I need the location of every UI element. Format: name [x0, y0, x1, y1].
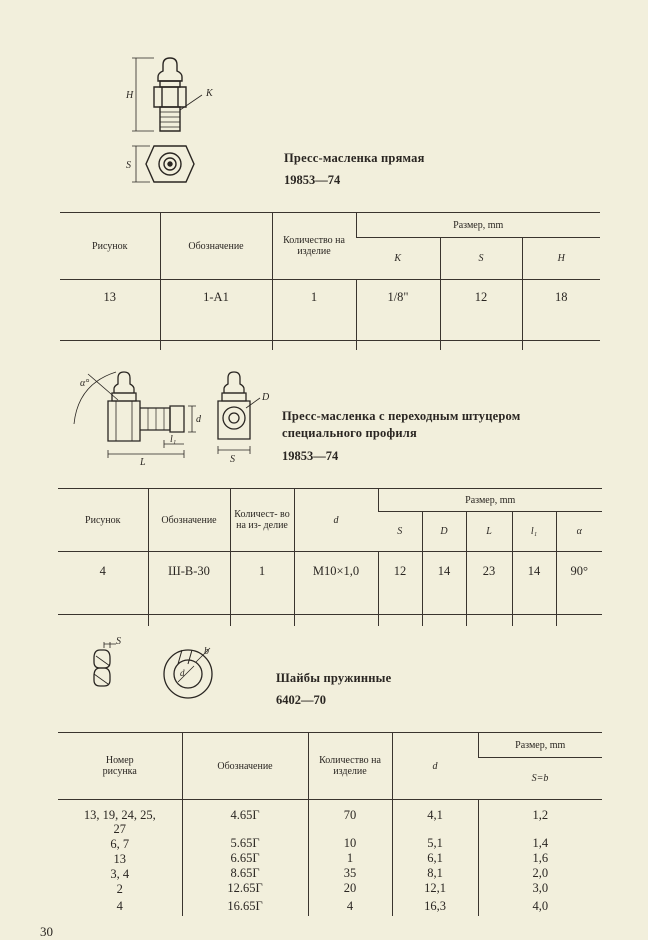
s1-cell-H: 18 [522, 280, 600, 351]
dim-label-L: L [140, 457, 146, 467]
s3-header-size: Размер, mm [478, 733, 602, 758]
s3-spacer-cell [58, 800, 182, 809]
s3-cell-figure: 2 [116, 881, 123, 896]
s2-cell-designation: Ш-В-30 [148, 552, 230, 627]
s3-spacer-cell [308, 800, 392, 809]
s3-cell-quantity: 1 [308, 851, 392, 866]
s3-cell-designation: 16.65Г [182, 896, 308, 916]
s3-cell-designation: 5.65Г [182, 836, 308, 851]
s3-spacer-cell [182, 800, 308, 809]
s3-cell-designation: 6.65Г [182, 851, 308, 866]
dim-label-S: S [126, 160, 131, 171]
dim-label-K: K [206, 88, 213, 99]
section1-title: Пресс-масленка прямая [284, 151, 425, 165]
s1-cell-S: 12 [440, 280, 522, 351]
s2-cell-D: 14 [422, 552, 466, 627]
s1-cell-K: 1/8" [356, 280, 440, 351]
s3-cell-quantity: 70 [308, 808, 392, 836]
section2-standard: 19853—74 [282, 449, 339, 463]
s2-header-alpha: α [556, 512, 602, 552]
s3-cell-sb: 1,4 [478, 836, 602, 851]
dim-label-d: d [196, 414, 201, 425]
section3-standard: 6402—70 [276, 693, 326, 707]
s2-cell-d: M10×1,0 [294, 552, 378, 627]
s3-cell-quantity: 10 [308, 836, 392, 851]
dim-label-b: b [204, 646, 209, 657]
s3-cell-sb: 3,0 [478, 881, 602, 896]
s1-cell-figure: 13 [103, 290, 116, 304]
s3-cell-figure: 4 [116, 899, 123, 913]
s2-cell-L: 23 [466, 552, 512, 627]
s3-cell-sb: 2,0 [478, 866, 602, 881]
section2-title-line1: Пресс-масленка с переходным штуцером [282, 409, 521, 423]
s3-cell-d: 6,1 [392, 851, 478, 866]
s3-cell-d: 16,3 [392, 896, 478, 916]
s2-header-L: L [466, 512, 512, 552]
section3-table [58, 732, 602, 916]
s2-header-D: D [422, 512, 466, 552]
section2-title [282, 408, 520, 442]
s1-header-figure: Рисунок [92, 240, 128, 252]
dim-label-D: D [262, 392, 270, 403]
section3-title: Шайбы пружинные [276, 671, 392, 685]
angled-grease-nipple-drawing [66, 362, 281, 467]
s3-cell-sb: 1,6 [478, 851, 602, 866]
s3-header-figure: Номер рисунка [102, 755, 137, 777]
section1-table [60, 212, 600, 350]
s2-header-designation: Обозначение [148, 489, 230, 552]
s3-cell-quantity: 4 [308, 896, 392, 916]
page-number: 30 [40, 924, 53, 939]
s2-cell-alpha: 90° [556, 552, 602, 627]
section1-standard: 19853—74 [284, 173, 341, 187]
s3-cell-figure: 6, 7 [110, 836, 130, 851]
s3-cell-figure: 13 [113, 851, 126, 866]
s1-header-quantity: Количество на изделие [272, 213, 356, 280]
s3-header-d: d [392, 733, 478, 800]
s2-cell-figure: 4 [99, 564, 106, 578]
spring-washer-drawing [84, 632, 234, 712]
s1-header-H: H [522, 238, 600, 280]
section2-table [58, 488, 602, 626]
s3-cell-sb: 4,0 [478, 896, 602, 916]
table-row [58, 851, 602, 866]
section1-bottom-rule [60, 340, 600, 341]
table-row [58, 808, 602, 836]
s3-cell-quantity: 20 [308, 881, 392, 896]
section2-bottom-rule [58, 614, 602, 615]
s2-cell-l1: 14 [512, 552, 556, 627]
s3-cell-designation: 12.65Г [182, 881, 308, 896]
s3-header-quantity: Количество на изделие [308, 733, 392, 800]
table-row [58, 866, 602, 881]
dim-label-S3: S [116, 636, 121, 647]
dim-label-l1: l₁ [170, 434, 177, 445]
dim-label-S2: S [230, 454, 235, 465]
s2-cell-S: 12 [378, 552, 422, 627]
straight-grease-nipple-drawing [120, 50, 220, 200]
s2-cell-quantity: 1 [230, 552, 294, 627]
s1-header-K: K [394, 253, 402, 264]
dim-label-H: H [126, 90, 134, 101]
dim-label-alpha: α° [80, 378, 90, 389]
s3-cell-figure: 3, 4 [110, 866, 130, 881]
s2-header-quantity: Количест- во на из- делие [230, 489, 294, 552]
s3-cell-designation: 8.65Г [182, 866, 308, 881]
s2-header-size: Размер, mm [378, 489, 602, 512]
s2-header-d: d [294, 489, 378, 552]
s3-cell-d: 5,1 [392, 836, 478, 851]
s3-cell-designation: 4.65Г [182, 808, 308, 836]
s2-header-figure: Рисунок [85, 514, 121, 526]
s1-header-S: S [440, 238, 522, 280]
table-row [58, 836, 602, 851]
s2-header-l1: l₁ [512, 512, 556, 552]
s3-header-sb: S=b [531, 773, 549, 784]
s3-cell-d: 8,1 [392, 866, 478, 881]
s3-cell-d: 12,1 [392, 881, 478, 896]
s1-header-size: Размер, mm [356, 213, 600, 238]
s1-header-designation: Обозначение [160, 213, 272, 280]
s3-cell-sb: 1,2 [478, 808, 602, 836]
s3-spacer-cell [392, 800, 478, 809]
table-row [58, 881, 602, 896]
s1-cell-quantity: 1 [272, 280, 356, 351]
s3-spacer-cell [478, 800, 602, 809]
table-row [58, 896, 602, 916]
s3-cell-quantity: 35 [308, 866, 392, 881]
section2-title-line2: специального профиля [282, 426, 417, 440]
s3-cell-d: 4,1 [392, 808, 478, 836]
s3-header-designation: Обозначение [182, 733, 308, 800]
s1-cell-designation: 1-A1 [160, 280, 272, 351]
s3-cell-figure: 13, 19, 24, 25, 27 [83, 808, 156, 836]
s2-header-S: S [397, 526, 403, 537]
dim-label-d3: d [180, 668, 185, 678]
